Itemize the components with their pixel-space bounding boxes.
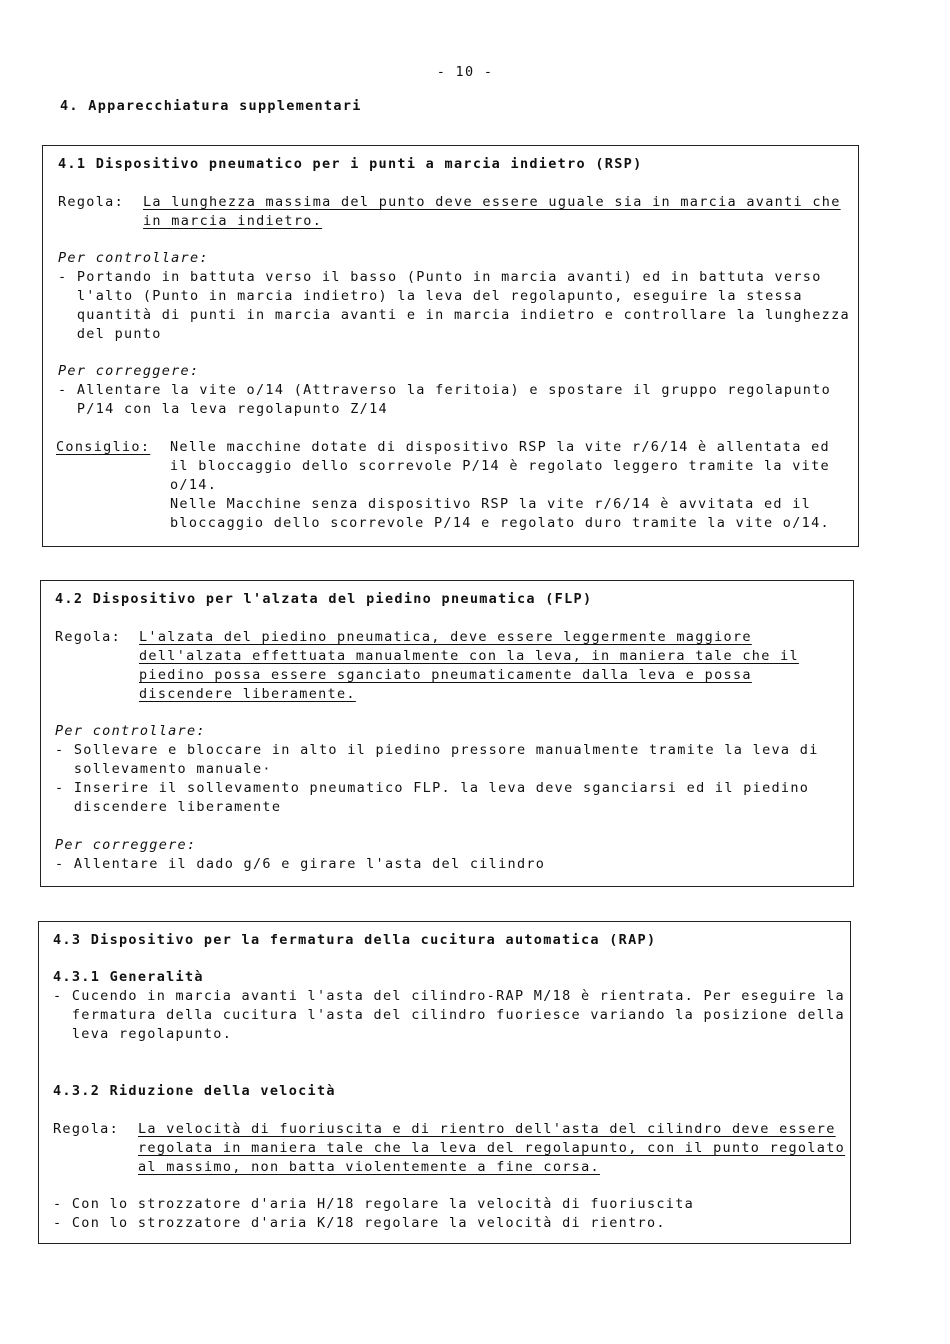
chapter-title: 4. Apparecchiatura supplementari xyxy=(60,98,362,114)
s41-check-line: - Portando in battuta verso il basso (Punto in marcia avanti) ed in battuta verso xyxy=(58,269,822,285)
s41-correct-line: P/14 con la leva regolapunto Z/14 xyxy=(58,401,388,417)
s41-correct-label: Per correggere: xyxy=(58,363,200,379)
s42-check-line: - Inserire il sollevamento pneumatico FLP. la leva deve sganciarsi ed il piedino xyxy=(55,780,810,796)
s41-advice-line: o/14. xyxy=(170,477,218,493)
s41-advice-line: bloccaggio dello scorrevole P/14 e regolato duro tramite la vite o/14. xyxy=(170,515,830,531)
s43-sub1-title: 4.3.1 Generalità xyxy=(53,969,204,985)
s42-check-line: - Sollevare e bloccare in alto il piedino pressore manualmente tramite la leva di xyxy=(55,742,819,758)
s41-check-line: del punto xyxy=(58,326,162,342)
s43-rule-label: Regola: xyxy=(53,1121,119,1137)
s41-rule-label: Regola: xyxy=(58,194,124,210)
s43-rule-line: regolata in maniera tale che la leva del regolapunto, con il punto regolato xyxy=(138,1140,846,1156)
s42-rule-line: dell'alzata effettuata manualmente con la leva, in maniera tale che il xyxy=(139,648,799,664)
s42-check-line: sollevamento manuale· xyxy=(55,761,272,777)
s41-check-line: l'alto (Punto in marcia indietro) la leva del regolapunto, eseguire la stessa xyxy=(58,288,803,304)
s41-correct-line: - Allentare la vite o/14 (Attraverso la feritoia) e spostare il gruppo regolapunto xyxy=(58,382,832,398)
s43-rule-line: La velocità di fuoriuscita e di rientro dell'asta del cilindro deve essere xyxy=(138,1121,836,1137)
s42-rule-line: L'alzata del piedino pneumatica, deve essere leggermente maggiore xyxy=(139,629,752,645)
s41-check-line: quantità di punti in marcia avanti e in marcia indietro e controllare la lunghezza xyxy=(58,307,850,323)
s43-sub1-line: leva regolapunto. xyxy=(53,1026,233,1042)
s41-advice-line: il bloccaggio dello scorrevole P/14 è regolato leggero tramite la vite xyxy=(170,458,830,474)
s42-rule-line: piedino possa essere sganciato pneumaticamente dalla leva e possa xyxy=(139,667,752,683)
s43-note-line: - Con lo strozzatore d'aria K/18 regolare la velocità di rientro. xyxy=(53,1215,666,1231)
s42-correct-label: Per correggere: xyxy=(55,837,197,853)
section-4-3-title: 4.3 Dispositivo per la fermatura della cucitura automatica (RAP) xyxy=(53,932,657,948)
s43-sub2-title: 4.3.2 Riduzione della velocità xyxy=(53,1083,336,1099)
s41-advice-label: Consiglio: xyxy=(56,439,151,455)
s43-rule-line: al massimo, non batta violentemente a fine corsa. xyxy=(138,1159,600,1175)
s42-rule-label: Regola: xyxy=(55,629,121,645)
s41-check-label: Per controllare: xyxy=(58,250,209,266)
s41-advice-line: Nelle macchine dotate di dispositivo RSP la vite r/6/14 è allentata ed xyxy=(170,439,830,455)
s42-check-label: Per controllare: xyxy=(55,723,206,739)
s42-correct-line: - Allentare il dado g/6 e girare l'asta del cilindro xyxy=(55,856,546,872)
s43-sub1-line: - Cucendo in marcia avanti l'asta del cilindro-RAP M/18 è rientrata. Per eseguire la xyxy=(53,988,845,1004)
page-number: - 10 - xyxy=(436,64,494,80)
s41-advice-line: Nelle Macchine senza dispositivo RSP la vite r/6/14 è avvitata ed il xyxy=(170,496,812,512)
section-4-1-title: 4.1 Dispositivo pneumatico per i punti a marcia indietro (RSP) xyxy=(58,156,643,172)
s41-rule-line: in marcia indietro. xyxy=(143,213,323,229)
s43-sub1-line: fermatura della cucitura l'asta del cilindro fuoriesce variando la posizione della xyxy=(53,1007,845,1023)
s41-rule-line: La lunghezza massima del punto deve essere uguale sia in marcia avanti che xyxy=(143,194,841,210)
s42-check-line: discendere liberamente xyxy=(55,799,282,815)
section-4-2-title: 4.2 Dispositivo per l'alzata del piedino pneumatica (FLP) xyxy=(55,591,593,607)
s42-rule-line: discendere liberamente. xyxy=(139,686,356,702)
s43-note-line: - Con lo strozzatore d'aria H/18 regolare la velocità di fuoriuscita xyxy=(53,1196,695,1212)
